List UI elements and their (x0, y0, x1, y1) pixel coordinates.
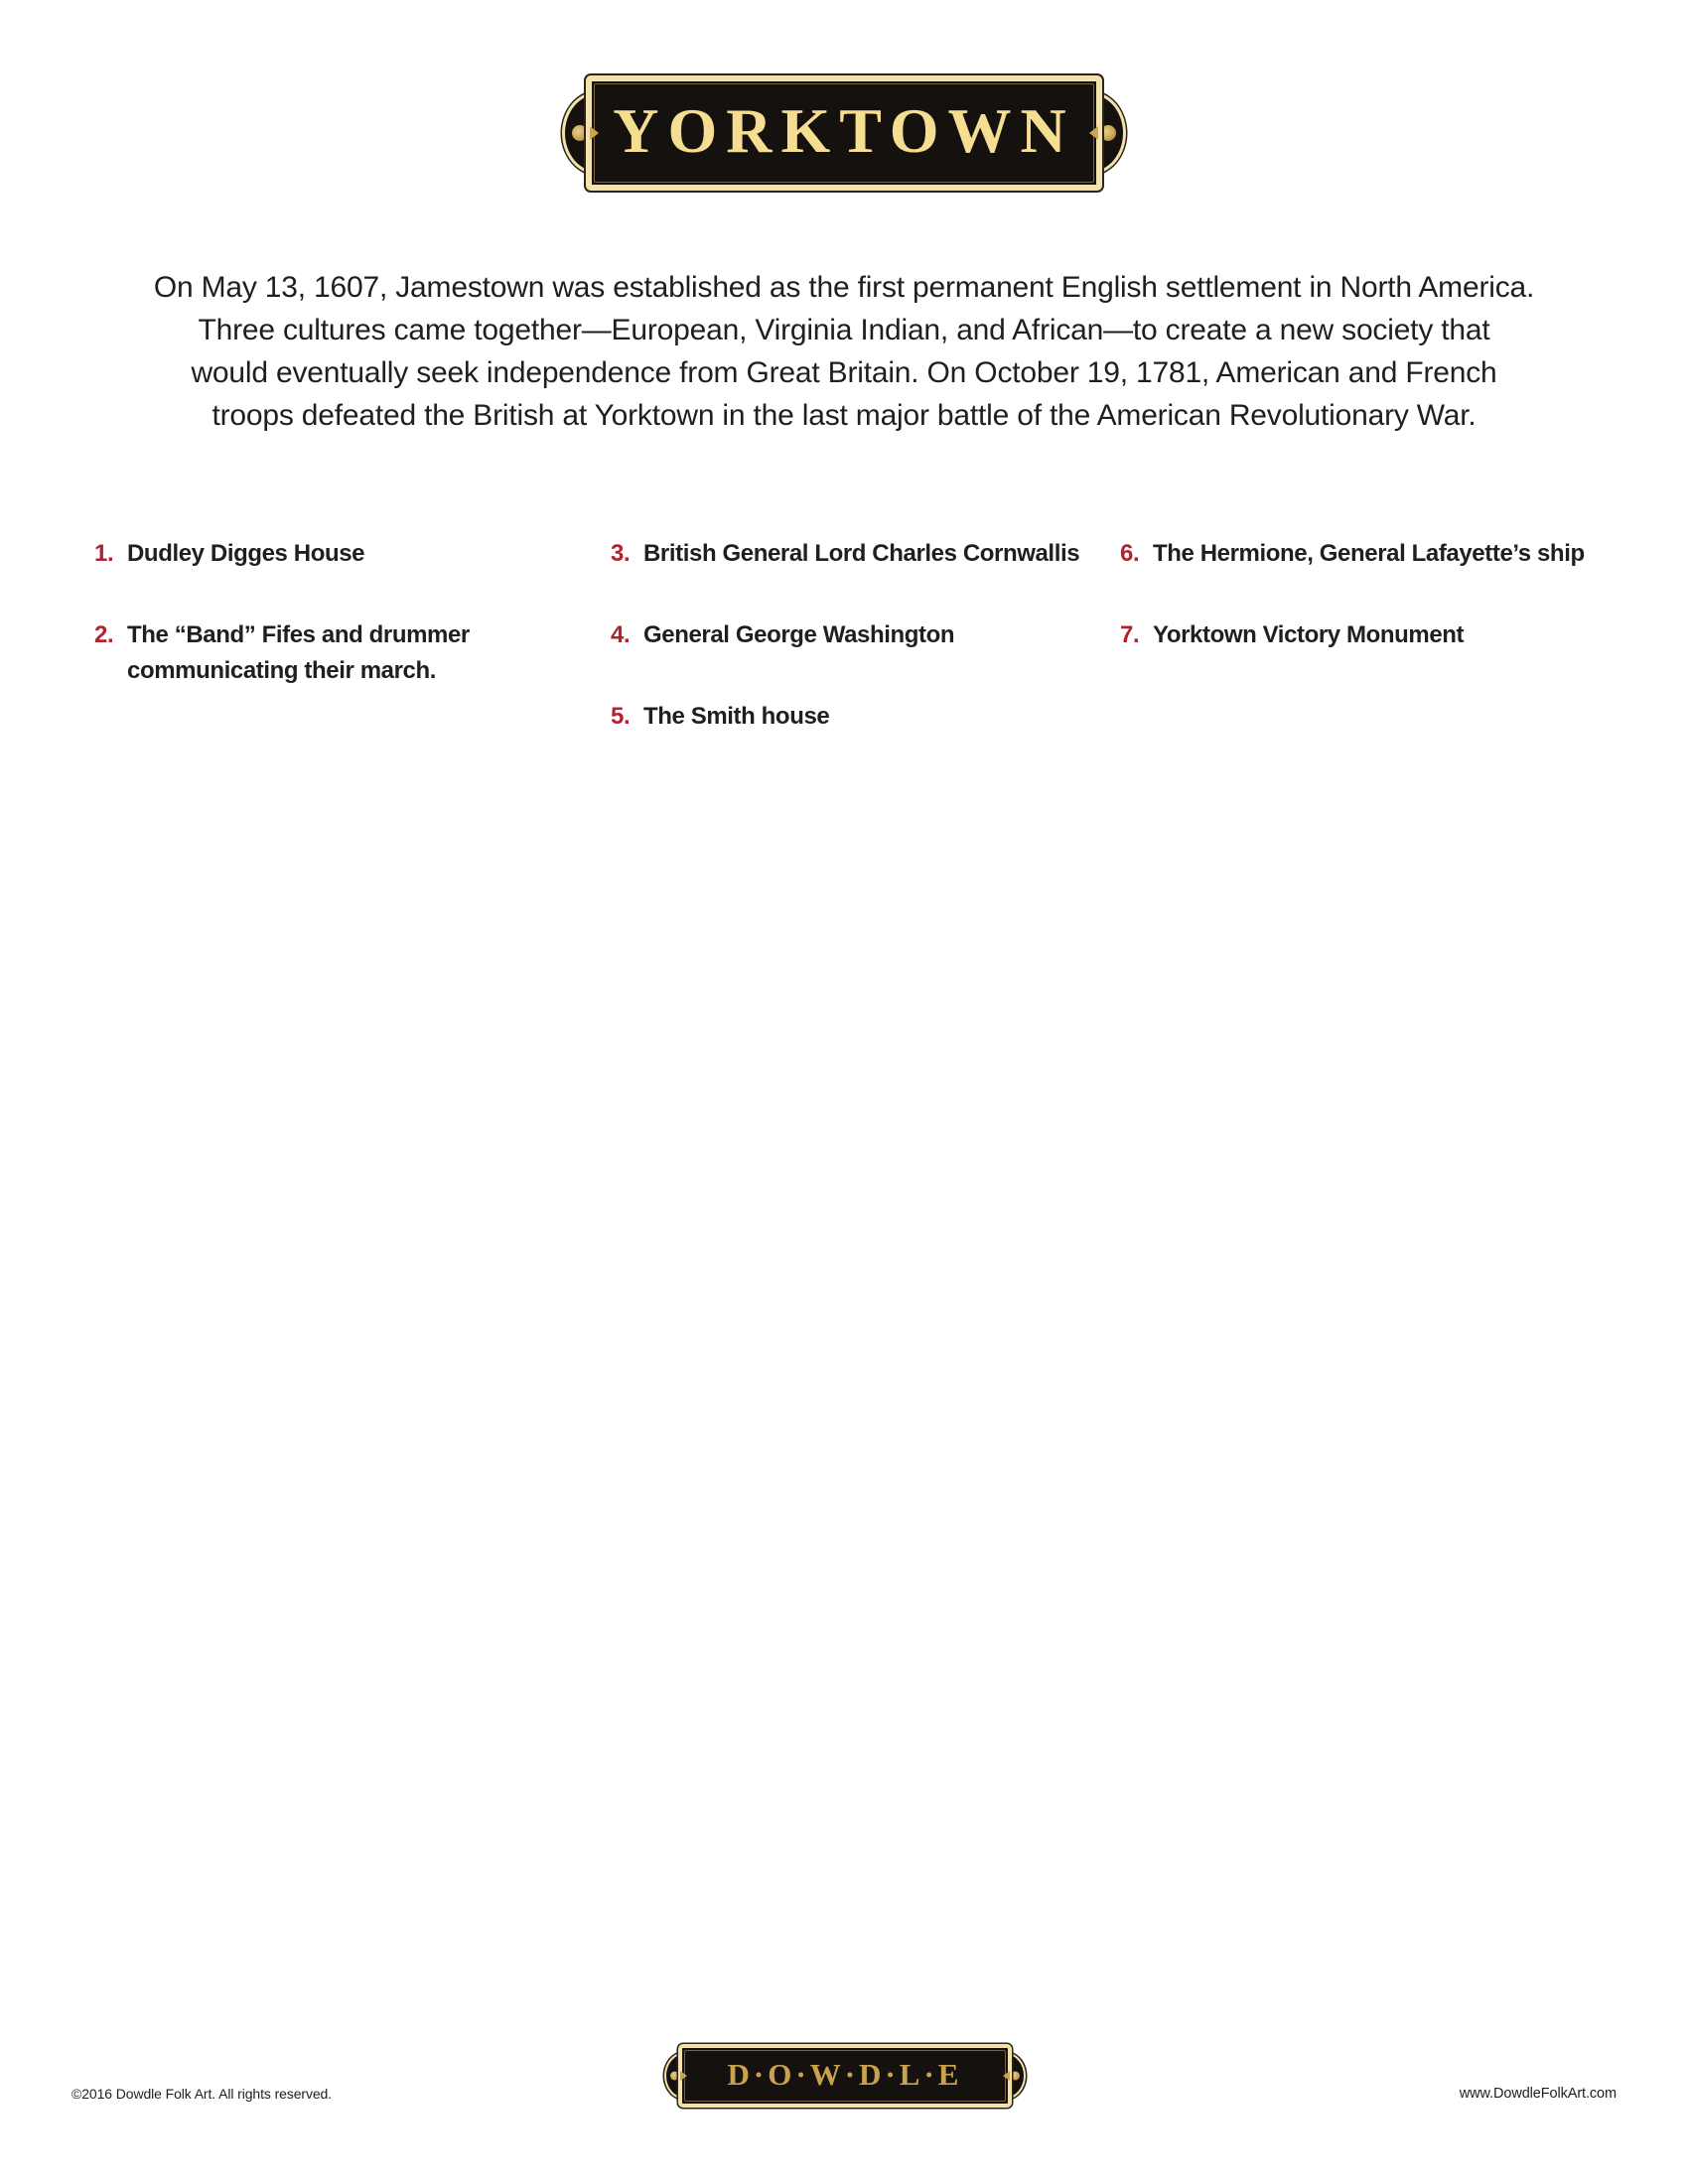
list-item (94, 617, 521, 689)
item-number: 7. (1120, 621, 1140, 648)
item-text: Dudley Digges House (127, 540, 365, 567)
list-item (1120, 536, 1656, 572)
list-item (94, 536, 521, 572)
item-text: British General Lord Charles Cornwallis (643, 540, 1080, 567)
intro-line: On May 13, 1607, Jamestown was established as the first permanent English settlement in North America. (153, 271, 1535, 304)
item-text: General George Washington (643, 621, 955, 648)
floral-ornament-icon (1100, 125, 1116, 141)
legend-column-1 (94, 536, 521, 735)
leaf-ornament-icon (590, 126, 599, 140)
item-number: 4. (611, 621, 631, 648)
item-number: 1. (94, 540, 114, 567)
intro-line: troops defeated the British at Yorktown in the last major battle of the American Revolutionary War. (211, 399, 1477, 432)
item-number: 3. (611, 540, 631, 567)
copyright-notice: ©2016 Dowdle Folk Art. All rights reserved. (71, 2086, 333, 2102)
item-number: 6. (1120, 540, 1140, 567)
legend-column-3 (1120, 536, 1656, 699)
legend-column-2 (611, 536, 1112, 780)
yorktown-badge (562, 75, 1126, 191)
website-url: www.DowdleFolkArt.com (1459, 2086, 1617, 2102)
intro-line: Three cultures came together—European, Virginia Indian, and African—to create a new society that (198, 314, 1490, 346)
intro-line: would eventually seek independence from Great Britain. On October 19, 1781, American and French (191, 356, 1497, 389)
badge-plate (586, 75, 1102, 191)
item-text: The Hermione, General Lafayette’s ship (1153, 540, 1585, 567)
leaf-ornament-icon (1089, 126, 1098, 140)
list-item (611, 536, 1112, 572)
badge-plate (678, 2044, 1012, 2108)
item-number: 2. (94, 621, 114, 648)
leaf-ornament-icon (1003, 2071, 1010, 2081)
list-item (611, 617, 1112, 653)
list-item (611, 699, 1112, 735)
item-number: 5. (611, 703, 631, 730)
item-text: Yorktown Victory Monument (1153, 621, 1465, 648)
dowdle-logo-badge (664, 2044, 1026, 2108)
list-item (1120, 617, 1656, 653)
dowdle-logo-text: D·O·W·D·L·E (727, 2057, 963, 2092)
yorktown-title: YORKTOWN (613, 95, 1075, 166)
item-text: The “Band” Fifes and drummer communicating their march. (127, 621, 470, 684)
intro-paragraph (89, 266, 1599, 437)
floral-ornament-icon (1011, 2072, 1020, 2081)
leaf-ornament-icon (680, 2071, 687, 2081)
item-text: The Smith house (643, 703, 830, 730)
